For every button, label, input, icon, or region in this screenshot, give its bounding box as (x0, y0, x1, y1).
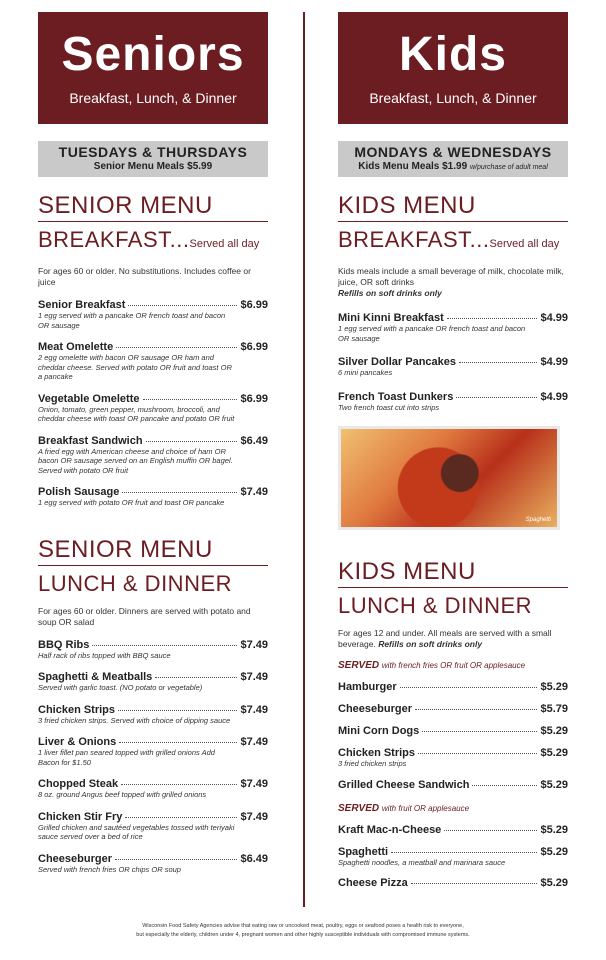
photo-caption: Spaghetti (525, 517, 551, 523)
kids-days-price-note: w/purchase of adult meal (469, 164, 548, 171)
menu-item-description: Spaghetti noodles, a meatball and marinara sauce (338, 857, 506, 867)
menu-item-price: $4.99 (540, 312, 568, 324)
menu-item-leader (415, 709, 537, 710)
breakfast-heading: BREAKFAST... (38, 227, 190, 252)
menu-item-description: 1 egg served with potato OR fruit and toast OR pancake (38, 498, 225, 507)
menu-item (38, 704, 268, 726)
menu-item-name: Hamburger (338, 681, 397, 693)
menu-item (38, 486, 268, 508)
kids-lunch-subtitle: LUNCH & DINNER (338, 593, 533, 618)
menu-item (38, 811, 268, 842)
kids-column (338, 12, 568, 889)
menu-item-name: Spaghetti (338, 845, 389, 858)
spaghetti-photo (338, 426, 560, 530)
menu-item (338, 747, 568, 769)
menu-item-name: Liver & Onions (38, 736, 117, 748)
senior-breakfast-subtitle (38, 226, 268, 258)
menu-item-name: Silver Dollar Pancakes (338, 356, 457, 368)
menu-item-name: Chicken Strips (338, 747, 416, 759)
menu-item-price: $6.99 (240, 299, 268, 311)
menu-item-line (38, 853, 268, 865)
menu-item-price: $6.49 (240, 852, 268, 865)
served-label-rest: with french fries OR fruit OR applesauce (381, 661, 526, 670)
menu-item-line (338, 356, 568, 368)
served-label: SERVED (338, 660, 380, 671)
menu-item-name: Chopped Steak (38, 778, 119, 790)
senior-lunch-title: SENIOR MENU (38, 536, 268, 566)
menu-item-name: Kraft Mac-n-Cheese (338, 823, 442, 836)
menu-item (38, 341, 268, 382)
menu-item-line (338, 824, 568, 836)
kids-days-box (338, 141, 568, 177)
served-with-fries (338, 660, 568, 671)
menu-item-leader (125, 817, 237, 818)
menu-item (338, 725, 568, 737)
menu-item-line (38, 299, 268, 311)
kids-banner (338, 12, 568, 124)
menu-item-leader (418, 753, 537, 754)
served-label: SERVED (338, 802, 380, 814)
menu-item-leader (115, 859, 237, 860)
menu-item-price: $5.29 (540, 823, 568, 836)
menu-item-price: $6.99 (240, 392, 268, 405)
menu-item-leader (444, 830, 537, 831)
footer-line-1: Wisconsin Food Safety Agencies advise that eating raw or uncooked meat, poultry, eggs or seafood poses a health risk to everyone, (142, 923, 464, 929)
menu-item-line (38, 341, 268, 353)
menu-item-price: $6.49 (240, 434, 268, 447)
menu-item-line (338, 703, 568, 715)
menu-item (338, 824, 568, 836)
menu-item-line (338, 846, 568, 858)
menu-item-line (338, 725, 568, 737)
menu-item-price: $5.29 (540, 845, 568, 858)
kids-banner-title: Kids (398, 28, 507, 81)
seniors-days: TUESDAYS & THURSDAYS (58, 144, 248, 160)
menu-item (338, 703, 568, 715)
menu-item-line (338, 747, 568, 759)
menu-item-leader (456, 397, 537, 398)
kids-lunch-refills: Refills on soft drinks only (378, 639, 483, 649)
menu-item-name: Meat Omelette (38, 341, 114, 353)
menu-item (38, 393, 268, 424)
menu-item-line (38, 736, 268, 748)
seniors-days-box (38, 141, 268, 177)
menu-item-description: 2 egg omelette with bacon OR sausage OR ham and cheddar cheese. Served with potato OR fruit and toast OR a pancake (38, 353, 232, 381)
menu-item-price: $4.99 (540, 390, 568, 403)
menu-item-price: $5.29 (540, 747, 568, 759)
kids-breakfast-title: KIDS MENU (338, 192, 568, 222)
menu-item (338, 391, 568, 413)
kids-lunch-section (338, 558, 568, 889)
menu-item-line (38, 778, 268, 790)
menu-item-line (338, 681, 568, 693)
menu-item-price: $7.49 (240, 810, 268, 823)
senior-breakfast-section (38, 192, 268, 508)
senior-breakfast-title: SENIOR MENU (38, 192, 268, 222)
menu-item (38, 853, 268, 875)
kids-days-price-main: Kids Menu Meals $1.99 (358, 161, 468, 172)
menu-item-price: $4.99 (540, 356, 568, 368)
menu-item-description: 3 fried chicken strips (338, 759, 407, 768)
menu-item-line (38, 811, 268, 823)
menu-item-price: $5.79 (540, 703, 568, 715)
menu-item-name: Chicken Strips (38, 703, 116, 716)
menu-item-description: Onion, tomato, green pepper, mushroom, broccoli, and cheddar cheese with toast OR pancake and potato OR fruit (38, 404, 235, 423)
menu-item-price: $5.29 (540, 877, 568, 889)
menu-item (338, 312, 568, 343)
menu-item-name: French Toast Dunkers (338, 390, 454, 403)
senior-breakfast-items (38, 299, 268, 508)
menu-item-leader (122, 492, 237, 493)
menu-item (338, 779, 568, 791)
menu-item-description: Served with garlic toast. (NO potato or vegetable) (38, 683, 203, 692)
menu-item-name: Spaghetti & Meatballs (38, 671, 153, 683)
menu-item (38, 671, 268, 693)
menu-item-description: Two french toast cut into strips (338, 402, 440, 412)
menu-item-leader (155, 677, 237, 678)
served-all-day: Served all day (489, 238, 560, 250)
menu-item-description: 3 fried chicken strips. Served with choice of dipping sauce (38, 715, 231, 725)
menu-item-price: $7.49 (240, 638, 268, 651)
menu-item (38, 639, 268, 661)
menu-item-line (338, 877, 568, 889)
menu-item-name: Chicken Stir Fry (38, 810, 123, 823)
menu-item (38, 435, 268, 476)
kids-banner-subtitle: Breakfast, Lunch, & Dinner (369, 90, 537, 106)
kids-breakfast-refills: Refills on soft drinks only (338, 288, 442, 298)
seniors-banner-title: Seniors (61, 28, 245, 81)
menu-item-name: Mini Kinni Breakfast (338, 312, 444, 324)
menu-item-name: Senior Breakfast (38, 299, 126, 311)
kids-breakfast-items (338, 312, 568, 412)
menu-item-price: $7.49 (240, 736, 268, 748)
served-all-day: Served all day (189, 238, 260, 250)
menu-item-price: $7.49 (240, 486, 268, 498)
menu-item-name: Cheeseburger (338, 703, 412, 715)
menu-item-leader (459, 362, 537, 363)
menu-item-description: Grilled chicken and sautéed vegetables tossed with teriyaki sauce served over a bed of rice (38, 822, 235, 841)
menu-item-price: $6.99 (240, 341, 268, 353)
menu-item-leader (143, 399, 238, 400)
kids-lunch-note (338, 628, 568, 650)
footer-line-2: but especially the elderly, children under 4, pregnant women and other highly susceptible individuals with compromised immune systems. (136, 932, 470, 938)
senior-lunch-subtitle: LUNCH & DINNER (38, 570, 233, 596)
senior-breakfast-note: For ages 60 or older. No substitutions. Includes coffee or juice (38, 266, 251, 287)
kids-days-price (338, 161, 568, 172)
menu-item-name: Mini Corn Dogs (338, 725, 420, 737)
menu-item-line (338, 779, 568, 791)
kids-breakfast-subtitle (338, 226, 568, 258)
menu-item-name: Vegetable Omelette (38, 392, 140, 405)
seniors-banner (38, 12, 268, 124)
menu-item-name: Cheeseburger (38, 852, 112, 865)
menu-item-leader (128, 305, 237, 306)
kids-lunch-note-text: For ages 12 and under. All meals are served with a small beverage. (338, 628, 552, 649)
menu-item-line (338, 312, 568, 324)
menu-item-description: Half rack of ribs topped with BBQ sauce (38, 650, 171, 660)
menu-item-description: 1 liver fillet pan seared topped with grilled onions Add Bacon for $1.50 (38, 748, 215, 767)
seniors-days-price: Senior Menu Meals $5.99 (93, 161, 213, 172)
menu-item-description: A fried egg with American cheese and choice of ham OR bacon OR sausage served on an English muffin OR bagel. Served with potato OR fruit (38, 446, 233, 475)
senior-lunch-items (38, 639, 268, 875)
menu-item (38, 736, 268, 767)
senior-lunch-note: For ages 60 or older. Dinners are served with potato and soup OR salad (38, 605, 251, 627)
menu-item-description: 6 mini pancakes (338, 368, 393, 377)
kids-lunch-items-1 (338, 681, 568, 791)
kids-breakfast-note-text: Kids meals include a small beverage of milk, chocolate milk, juice, OR soft drinks (338, 266, 564, 287)
menu-item-leader (121, 784, 237, 785)
menu-item-price: $7.49 (240, 703, 268, 716)
menu-item (38, 299, 268, 330)
menu-item (338, 846, 568, 868)
menu-item-line (38, 486, 268, 498)
menu-item-leader (411, 883, 538, 884)
kids-breakfast-section (338, 192, 568, 530)
menu-item-leader (146, 441, 238, 442)
menu-item-line (38, 435, 268, 447)
menu-item-leader (119, 742, 237, 743)
food-safety-footer (0, 922, 606, 940)
column-divider (303, 12, 305, 907)
menu-item-leader (472, 785, 537, 786)
menu-item-line (38, 704, 268, 716)
menu-item-name: Polish Sausage (38, 486, 120, 498)
menu-item-price: $5.29 (540, 681, 568, 693)
menu-item-leader (92, 645, 237, 646)
menu-item-line (338, 391, 568, 403)
kids-breakfast-note (338, 266, 568, 299)
menu-item-name: Cheese Pizza (338, 877, 408, 889)
menu-item-name: BBQ Ribs (38, 638, 90, 651)
menu-item-price: $5.29 (540, 778, 568, 791)
menu-item-price: $7.49 (240, 778, 268, 790)
menu-item-line (38, 393, 268, 405)
menu-item-description: Served with french fries OR chips OR soup (38, 864, 181, 874)
kids-days: MONDAYS & WEDNESDAYS (354, 144, 552, 160)
menu-item-price: $7.49 (240, 671, 268, 683)
seniors-column (38, 12, 268, 874)
menu-item-leader (447, 318, 538, 319)
served-label-rest: with fruit OR applesauce (381, 803, 470, 813)
menu-item-leader (116, 347, 237, 348)
menu-item (38, 778, 268, 800)
menu-item-name: Grilled Cheese Sandwich (338, 778, 470, 791)
menu-item (338, 356, 568, 378)
breakfast-heading: BREAKFAST... (338, 227, 490, 252)
seniors-banner-subtitle: Breakfast, Lunch, & Dinner (69, 90, 237, 106)
menu-item-line (38, 639, 268, 651)
kids-lunch-items-2 (338, 824, 568, 890)
menu-item (338, 877, 568, 889)
menu-item-leader (118, 710, 237, 711)
senior-lunch-section (38, 536, 268, 875)
menu-item-description: 1 egg served with a pancake OR french toast and bacon OR sausage (38, 311, 226, 330)
menu-item-leader (400, 687, 538, 688)
menu-item-name: Breakfast Sandwich (38, 434, 143, 447)
menu-item (338, 681, 568, 693)
menu-item-leader (391, 852, 537, 853)
menu-item-price: $5.29 (540, 725, 568, 737)
menu-item-line (38, 671, 268, 683)
menu-item-description: 1 egg served with a pancake OR french toast and bacon OR sausage (338, 324, 526, 343)
menu-item-leader (422, 731, 537, 732)
menu-item-description: 8 oz. ground Angus beef topped with grilled onions (38, 790, 207, 799)
served-with-fruit (338, 803, 568, 814)
kids-lunch-title: KIDS MENU (338, 558, 568, 588)
